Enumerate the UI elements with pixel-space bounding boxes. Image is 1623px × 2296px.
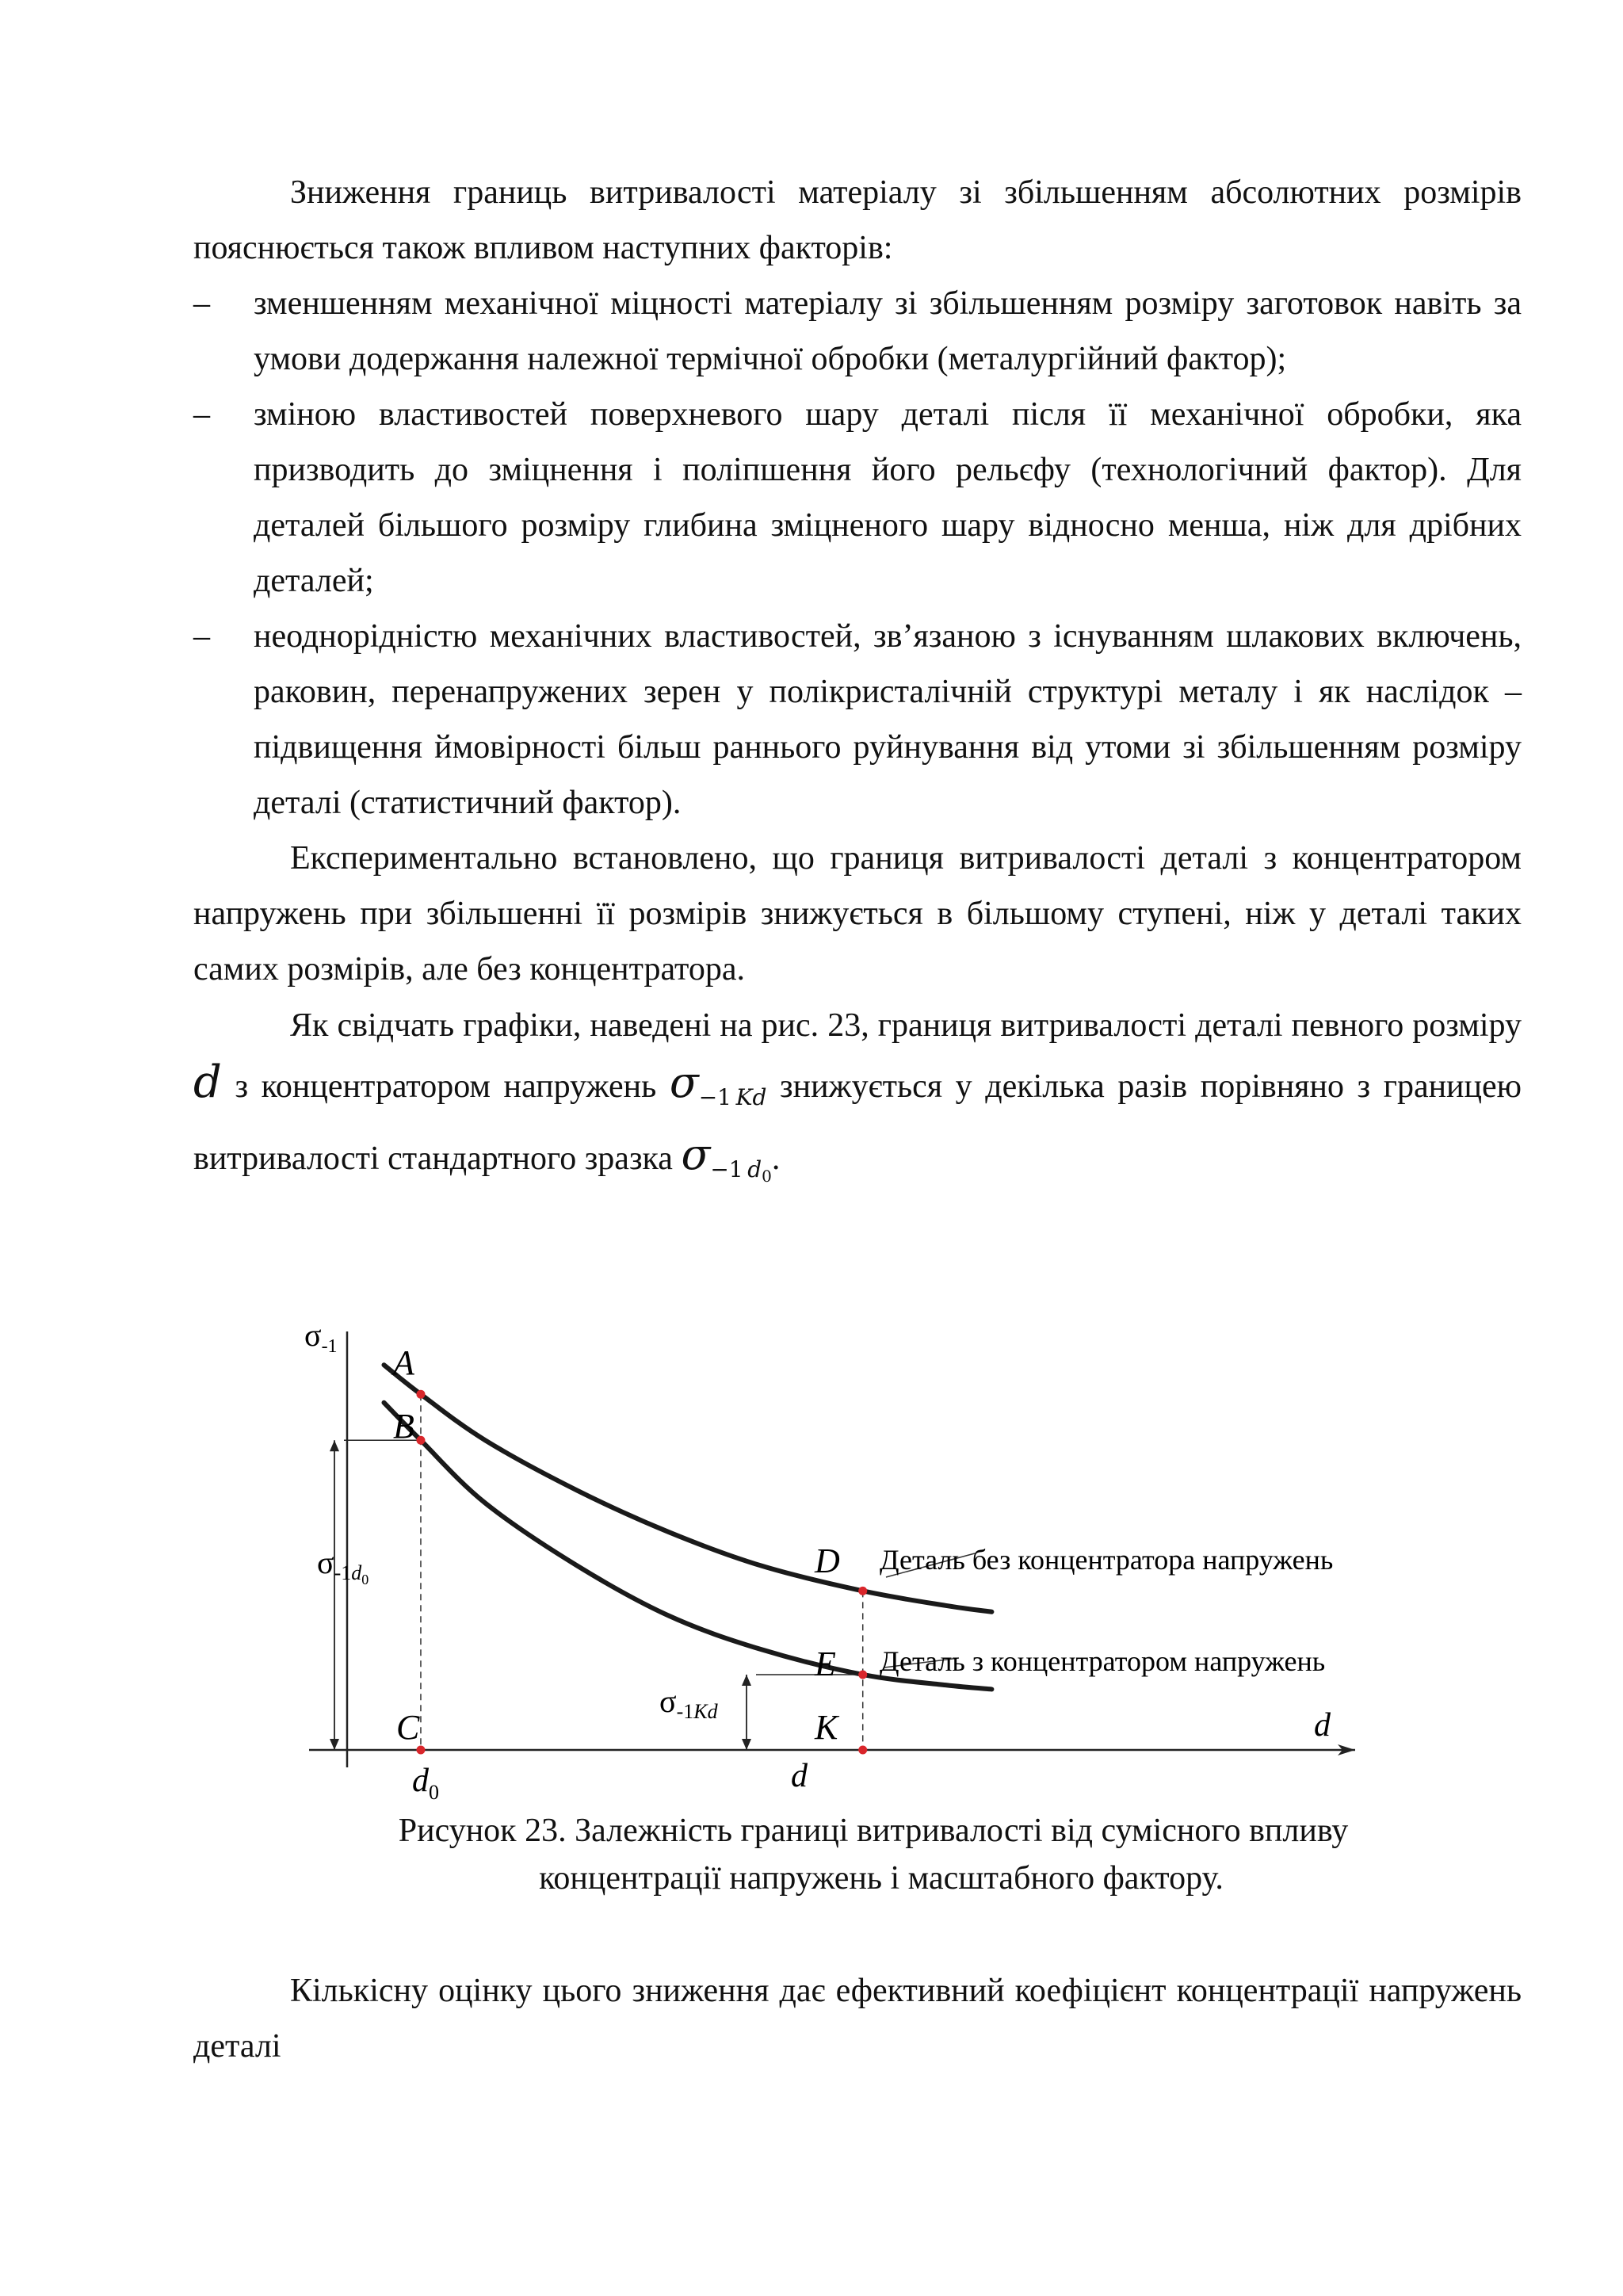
figure-23-chart bbox=[293, 1300, 1387, 1815]
point-label-d: D bbox=[815, 1541, 840, 1580]
caption-line-1: Рисунок 23. Залежність границі витривалості від сумісного впливу bbox=[398, 1813, 1349, 1849]
list-item bbox=[193, 387, 1522, 609]
body-text-upper bbox=[193, 165, 1522, 1205]
factor-list bbox=[193, 276, 1522, 831]
point-k bbox=[858, 1746, 867, 1755]
graphs-text-2: з концентратором напружень bbox=[235, 1068, 657, 1105]
list-item bbox=[193, 276, 1522, 387]
legend-no-concentrator: Деталь без концентратора напружень bbox=[880, 1544, 1334, 1576]
dimension-label-sigma-d0: $\sigma_{-1}d0$ bbox=[317, 1545, 369, 1587]
list-item-text: зменшенням механічної міцності матеріалу зі збільшенням розміру заготовок навіть за умови додержання належної термічної обробки (металургійний фактор); bbox=[254, 285, 1522, 377]
point-b bbox=[416, 1436, 425, 1445]
point-markers bbox=[416, 1390, 867, 1755]
graphs-text-1: Як свідчать графіки, наведені на рис. 23, границя витривалості деталі певного розміру bbox=[290, 1007, 1522, 1044]
dimension-arrow-down bbox=[742, 1739, 751, 1750]
point-label-k: K bbox=[815, 1708, 838, 1747]
list-item-text: неоднорідністю механічних властивостей, зв’язаною з існуванням шлакових включень, раковин, перенапружених зерен у полікристалічній структурі металу і як наслідок – підвищення ймовірності більш раннього руйнування від утоми зі збільшенням розміру деталі (статистичний фактор). bbox=[254, 618, 1522, 821]
paragraph-experiment: Експериментально встановлено, що границя витривалості деталі з концентратором напружень при збільшенні її розмірів знижується в більшому ступені, ніж у деталі таких самих розмірів, але без концентратора. bbox=[193, 840, 1522, 988]
list-item-text: зміною властивостей поверхневого шару деталі після її механічної обробки, яка призводить до зміцнення і поліпшення його рельєфу (технологічний фактор). Для деталей більшого розміру глибина зміцненого шару відносно менша, ніж для дрібних деталей; bbox=[254, 396, 1522, 599]
point-d bbox=[858, 1587, 867, 1595]
graphs-text-3: знижується у декілька разів порівняно з границею витривалості стандартного зразка bbox=[193, 1068, 1522, 1177]
paragraph-intro: Зниження границь витривалості матеріалу зі збільшенням абсолютних розмірів пояснюється також впливом наступних факторів: bbox=[193, 174, 1522, 266]
point-a bbox=[416, 1390, 425, 1399]
tick-label-d: d bbox=[791, 1758, 808, 1794]
point-label-c: C bbox=[396, 1708, 420, 1747]
list-item bbox=[193, 609, 1522, 831]
sigma-d0-symbol: $\sigma_{-1 d_0}$ bbox=[681, 1129, 772, 1186]
legend-concentrator: Деталь з концентратором напружень bbox=[880, 1645, 1326, 1677]
x-axis-label: d bbox=[1314, 1707, 1331, 1744]
point-label-a: A bbox=[393, 1343, 414, 1382]
paragraph-final: Кількісну оцінку цього зниження дає ефективний коефіцієнт концентрації напружень деталі bbox=[193, 1973, 1522, 2065]
bullet-dash: – bbox=[193, 396, 210, 433]
figure-caption bbox=[193, 1807, 1522, 1902]
paragraph-graphs bbox=[193, 997, 1522, 1205]
dimension-arrow-down bbox=[330, 1739, 339, 1750]
bullet-dash: – bbox=[193, 285, 210, 322]
dimension-arrow-up bbox=[330, 1440, 339, 1451]
dimension-label-sigma-kd: $\sigma_{-1}Kd$ bbox=[659, 1683, 718, 1723]
caption-line-2: концентрації напружень і масштабного фактору. bbox=[539, 1860, 1224, 1897]
body-text-lower bbox=[193, 1963, 1522, 2074]
y-axis-label: $\sigma_{-1}$ bbox=[304, 1317, 338, 1357]
tick-label-d0: $d_0$ bbox=[412, 1763, 439, 1804]
point-label-e: E bbox=[815, 1645, 836, 1683]
point-c bbox=[416, 1746, 425, 1755]
bullet-dash: – bbox=[193, 618, 210, 655]
dimension-arrow-up bbox=[742, 1675, 751, 1686]
variable-d: d bbox=[193, 1056, 222, 1108]
dimension-sigma-d0 bbox=[330, 1440, 421, 1750]
dimension-sigma-kd bbox=[742, 1675, 863, 1750]
graphs-text-end: . bbox=[771, 1140, 781, 1177]
point-label-b: B bbox=[393, 1407, 414, 1446]
sigma-kd-symbol: $\sigma_{-1 Kd}$ bbox=[669, 1057, 767, 1110]
point-e bbox=[858, 1670, 867, 1679]
